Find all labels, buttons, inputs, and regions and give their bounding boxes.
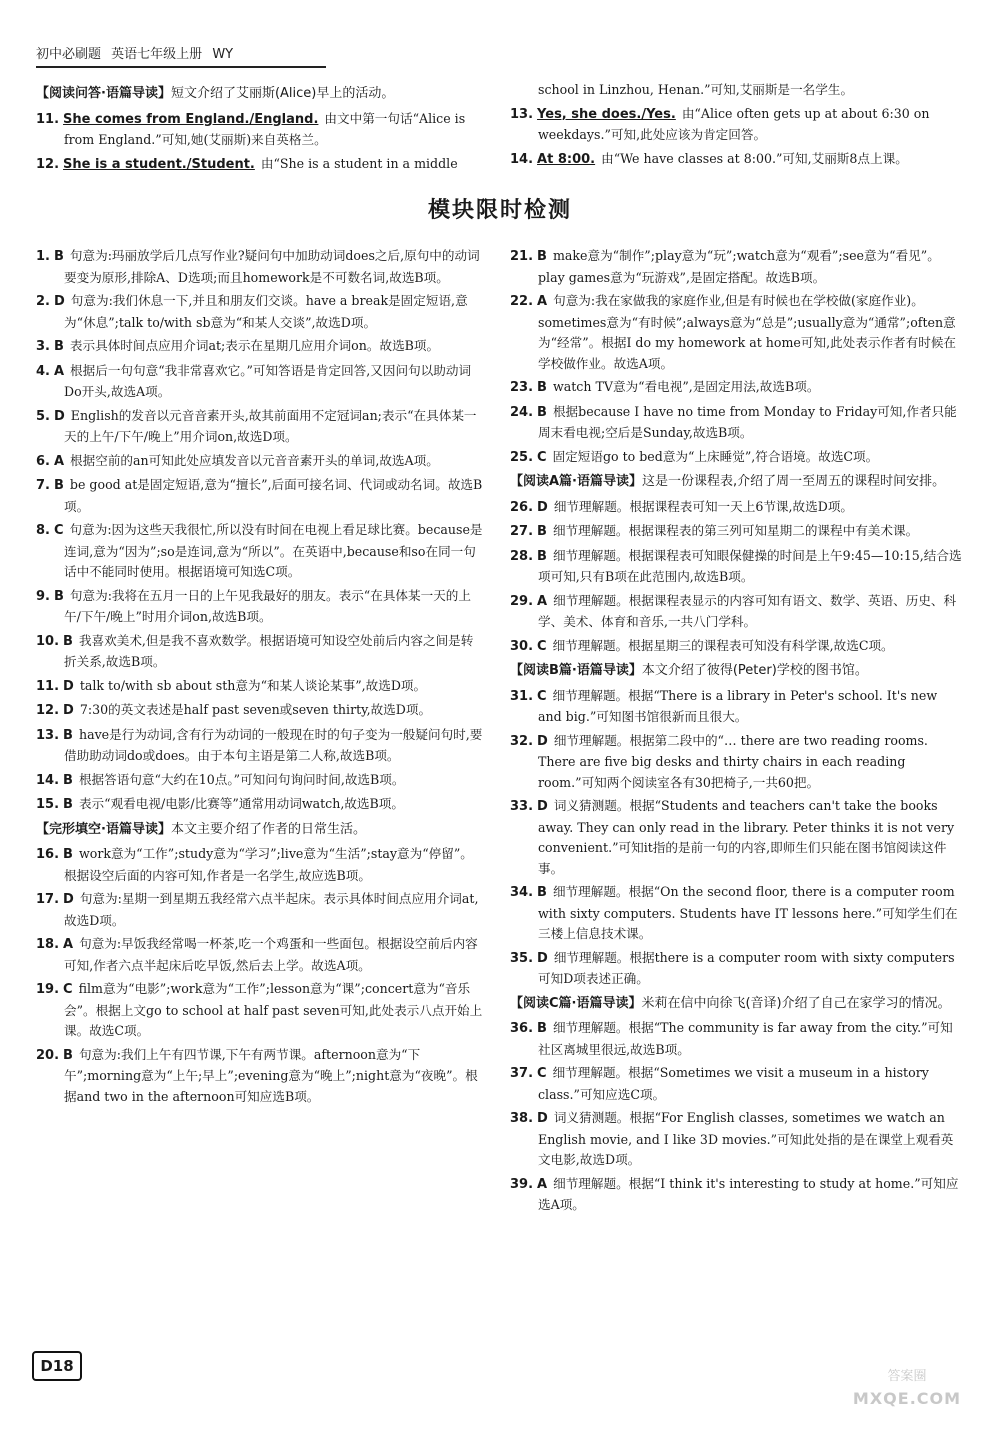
answer-key: C	[537, 638, 547, 654]
section-intro	[510, 472, 962, 493]
explanation-text: 句意为:星期一到星期五我经常六点半起床。表示具体时间点应用介词at,故选D项。	[64, 891, 479, 928]
section-text: 本文介绍了彼得(Peter)学校的图书馆。	[641, 663, 868, 678]
answer-key: B	[537, 404, 547, 420]
answer-key: A	[537, 1176, 548, 1192]
explanation-text: English的发音以元音音素开头,故其前面用不定冠词an;表示“在具体某一天的上午/下午/晚上”用介词on,故选D项。	[64, 407, 477, 444]
answer-item	[510, 447, 962, 469]
answer-key: A	[53, 363, 65, 379]
answer-item	[36, 406, 484, 448]
left-column	[36, 246, 484, 1110]
question-number: 13.	[36, 727, 60, 743]
answer-key: B	[537, 548, 547, 564]
answer-item	[510, 686, 962, 728]
explanation-text: 细节理解题。根据课程表可知眼保健操的时间是上午9:45—10:15,结合选项可知,只有B项在此范围内,故选B项。	[538, 547, 962, 584]
explanation-text: 句意为:早饭我经常喝一杯茶,吃一个鸡蛋和一些面包。根据设空前后内容可知,作者六点半起床后吃早饭,然后去上学。故选A项。	[64, 936, 478, 973]
answer-key: C	[537, 688, 547, 704]
answer-key: B	[537, 524, 547, 539]
answer-key: B	[53, 478, 64, 493]
question-number: 11.	[36, 678, 60, 694]
answer-item	[510, 948, 962, 990]
answer-item	[510, 1063, 962, 1105]
page-title: 模块限时检测	[427, 198, 572, 223]
explanation-text: 表示“观看电视/电影/比赛等”通常用动词watch,故选B项。	[78, 796, 404, 811]
answer-item	[510, 104, 962, 146]
explanation-text: 细节理解题。根据课程表的第三列可知星期二的课程中有美术课。	[552, 523, 919, 538]
question-number: 34.	[510, 885, 534, 900]
answer-item	[510, 149, 962, 171]
answer-item	[510, 521, 962, 543]
answer-key: B	[63, 772, 73, 788]
answer-key: D	[537, 499, 548, 515]
answer-key: B	[63, 847, 73, 862]
answer-key: D	[537, 733, 548, 749]
answer-key: C	[537, 1066, 547, 1081]
answer-item	[36, 109, 484, 151]
answer-item	[36, 451, 484, 473]
question-number: 16.	[36, 847, 60, 862]
question-number: 5.	[36, 408, 50, 424]
answer-key: B	[53, 249, 64, 264]
explanation-text: work意为“工作”;study意为“学习”;live意为“生活”;stay意为“停留”。根据设空后面的内容可知,作者是一名学生,故应选B项。	[64, 846, 473, 883]
section-tag: 【阅读A篇·语篇导读】	[510, 474, 642, 489]
page-number: D18	[32, 1351, 82, 1381]
answer-item	[510, 796, 962, 879]
explanation-text: 根据because I have no time from Monday to Friday可知,作者只能周末看电视;空后是Sunday,故选B项。	[538, 403, 957, 440]
question-number: 10.	[36, 633, 60, 649]
answer-item	[510, 402, 962, 444]
top-right-column	[510, 80, 962, 173]
question-number: 25.	[510, 449, 534, 465]
answer-item	[510, 1108, 962, 1171]
answer-item	[510, 546, 962, 588]
answer-key: D	[53, 294, 65, 309]
answer-key: B	[53, 339, 64, 354]
answer-key: D	[63, 678, 74, 694]
question-number: 29.	[510, 593, 534, 609]
answer-item	[36, 844, 484, 886]
answer-item	[510, 377, 962, 399]
explanation-text: 由文中第一句话“Alice is from England.”可知,她(艾丽斯)来自英格兰。	[64, 110, 466, 147]
answer-item	[510, 497, 962, 519]
question-number: 13.	[510, 106, 534, 122]
explanation-text: 句意为:我们休息一下,并且和朋友们交谈。have a break是固定短语,意为“休息”;talk to/with sb意为“和某人交谈”,故选D项。	[64, 293, 468, 330]
explanation-text: 根据答语句意“大约在10点。”可知问句询问时间,故选B项。	[78, 771, 405, 787]
section-text: 米莉在信中向徐飞(音译)介绍了自己在家学习的情况。	[641, 995, 951, 1011]
answer-item	[510, 246, 962, 288]
explanation-text: 句意为:因为这些天我很忙,所以没有时间在电视上看足球比赛。because是连词,意为“因为”;so是连词,意为“所以”。在英语中,because和so在同一句话中不能同时使用。根据语境可知选C项。	[64, 522, 483, 579]
question-number: 12.	[36, 703, 60, 718]
question-number: 22.	[510, 294, 534, 309]
question-number: 39.	[510, 1176, 534, 1192]
answer-item	[36, 725, 484, 767]
explanation-text: 由“Alice often gets up at about 6:30 on weekdays.”可知,此处应该为肯定回答。	[538, 105, 930, 142]
explanation-text: talk to/with sb about sth意为“和某人谈论某事”,故选D项。	[79, 677, 427, 693]
explanation-text: 根据后一句句意“我非常喜欢它。”可知答语是肯定回答,又因问句以助动词Do开头,故选A项。	[64, 362, 472, 399]
answer-key: She is a student./Student.	[63, 156, 255, 172]
answer-item	[36, 586, 484, 628]
explanation-text: have是行为动词,含有行为动词的一般现在时的句子变为一般疑问句时,要借助助动词do或does。由于本句主语是第二人称,故选B项。	[64, 726, 483, 763]
answer-key: D	[537, 950, 548, 966]
question-number: 35.	[510, 950, 534, 966]
answer-item	[36, 246, 484, 288]
question-number: 21.	[510, 249, 534, 264]
explanation-text: 根据空前的an可知此处应填发音以元音音素开头的单词,故选A项。	[70, 452, 439, 468]
answer-item	[510, 1174, 962, 1216]
section-tag: 【完形填空·语篇导读】	[36, 821, 171, 837]
explanation-text: 我喜欢美术,但是我不喜欢数学。根据语境可知设空处前后内容之间是转折关系,故选B项。	[64, 632, 474, 669]
question-number: 30.	[510, 638, 534, 654]
question-number: 31.	[510, 688, 534, 704]
section-tag: 【阅读C篇·语篇导读】	[510, 995, 642, 1011]
explanation-text: 句意为:玛丽放学后几点写作业?疑问句中加助动词does之后,原句中的动词要变为原形,排除A、D选项;而且homework是不可数名词,故选B项。	[64, 248, 480, 285]
answer-key: D	[537, 1111, 548, 1126]
answer-key: She comes from England./England.	[63, 111, 319, 127]
answer-key: B	[63, 727, 73, 743]
explanation-text: 表示具体时间点应用介词at;表示在星期几应用介词on。故选B项。	[69, 338, 440, 353]
explanation-text: 细节理解题。根据there is a computer room with sixty computers可知D项表述正确。	[538, 949, 955, 986]
watermark-site: MXQE.COM	[852, 1389, 962, 1408]
explanation-text: 细节理解题。根据“Sometimes we visit a museum in a history class.”可知应选C项。	[538, 1065, 929, 1102]
explanation-text: 词义猜测题。根据“Students and teachers can't take the books away. They can only read in the library. Peter thinks it is not very convenient.”可知it指的是前一句的内容,即师生们只能在图书馆阅读这件事。	[538, 798, 955, 876]
question-number: 26.	[510, 499, 534, 515]
answer-key: C	[53, 523, 64, 538]
edition-label: WY	[212, 47, 234, 62]
question-number: 14.	[36, 772, 60, 788]
answer-item	[36, 889, 484, 931]
explanation-text: 细节理解题。根据星期三的课程表可知没有科学课,故选C项。	[552, 637, 894, 653]
question-number: 17.	[36, 892, 60, 907]
question-number: 3.	[36, 339, 50, 354]
answer-item	[36, 361, 484, 403]
explanation-text: watch TV意为“看电视”,是固定用法,故选B项。	[552, 379, 820, 394]
answer-item	[36, 631, 484, 673]
explanation-text: 细节理解题。根据课程表可知一天上6节课,故选D项。	[553, 498, 854, 514]
answer-item	[36, 336, 484, 358]
answer-key: A	[63, 937, 74, 952]
answer-item	[510, 731, 962, 794]
answer-key: D	[63, 703, 74, 718]
answer-key: B	[537, 885, 547, 900]
explanation-text: be good at是固定短语,意为“擅长”,后面可接名词、代词或动名词。故选B项。	[64, 477, 483, 514]
answer-key: D	[63, 892, 74, 907]
answer-item	[510, 882, 962, 945]
explanation-text: 词义猜测题。根据“For English classes, sometimes we watch an English movie, and I like 3D movies.”可知此处指的是在课堂上观看英文电影,故选D项。	[538, 1110, 954, 1167]
answer-key: C	[63, 982, 73, 997]
section-intro	[510, 661, 962, 682]
section-intro	[510, 994, 962, 1015]
answer-key: A	[537, 593, 548, 609]
question-number: 4.	[36, 363, 50, 379]
question-number: 37.	[510, 1066, 534, 1081]
answer-item	[36, 1045, 484, 1108]
answer-key: B	[537, 380, 547, 395]
question-number: 9.	[36, 588, 50, 604]
answer-continuation	[510, 80, 962, 101]
explanation-text: 句意为:我在家做我的家庭作业,但是有时候也在学校做(家庭作业)。sometimes意为“有时候”;always意为“总是”;usually意为“通常”;often意为“经常”。根据I do my homework at home可知,此处表示作者有时候在学校做作业。故选A项。	[538, 293, 957, 371]
question-number: 6.	[36, 453, 50, 469]
question-number: 20.	[36, 1047, 60, 1063]
question-number: 15.	[36, 797, 60, 812]
question-number: 19.	[36, 982, 60, 997]
explanation-text: 由“We have classes at 8:00.”可知,艾丽斯8点上课。	[601, 150, 908, 166]
explanation-text: 细节理解题。根据“I think it's interesting to study at home.”可知应选A项。	[538, 1175, 959, 1212]
answer-key: Yes, she does./Yes.	[537, 106, 676, 122]
explanation-text: 由“She is a student in a middle	[260, 155, 458, 171]
right-column	[510, 246, 962, 1219]
subject-name: 英语七年级上册	[111, 47, 203, 62]
answer-key: D	[53, 408, 65, 424]
answer-item	[510, 291, 962, 374]
explanation-text: 7:30的英文表述是half past seven或seven thirty,故选D项。	[79, 702, 432, 717]
answer-key: B	[63, 1047, 73, 1063]
section-tag: 【阅读B篇·语篇导读】	[510, 663, 642, 678]
explanation-text: film意为“电影”;work意为“工作”;lesson意为“课”;concert意为“音乐会”。根据上文go to school at half past seven可知,此处表示八点开始上课。故选C项。	[64, 981, 483, 1038]
section-tag: 【阅读问答·语篇导读】	[36, 86, 171, 101]
answer-item	[36, 676, 484, 698]
question-number: 33.	[510, 799, 534, 814]
explanation-text: 细节理解题。根据第二段中的“… there are two reading rooms. There are five big desks and thirty chairs in each reading room.”可知两个阅读室各有30把椅子,一共60把。	[538, 732, 928, 790]
answer-key: B	[63, 797, 73, 812]
watermark-logo: 答案圈	[887, 1369, 927, 1384]
question-number: 12.	[36, 156, 60, 172]
answer-item	[36, 934, 484, 976]
explanation-text: 细节理解题。根据“On the second floor, there is a computer room with sixty computers. Students have IT lessons here.”可知学生们在三楼上信息技术课。	[538, 884, 958, 941]
question-number: 32.	[510, 733, 534, 749]
section-text: 本文主要介绍了作者的日常生活。	[170, 821, 366, 837]
answer-key: A	[53, 453, 65, 469]
answer-key: At 8:00.	[537, 151, 596, 167]
answer-key: B	[537, 249, 547, 264]
question-number: 8.	[36, 523, 50, 538]
question-number: 2.	[36, 294, 50, 309]
section-intro	[36, 84, 484, 105]
answer-item	[36, 700, 484, 722]
question-number: 23.	[510, 380, 534, 395]
answer-key: D	[537, 799, 548, 814]
question-number: 18.	[36, 937, 60, 952]
answer-item	[36, 770, 484, 792]
answer-key: B	[537, 1021, 547, 1036]
explanation-text: school in Linzhou, Henan.”可知,艾丽斯是一名学生。	[538, 82, 854, 97]
question-number: 24.	[510, 404, 534, 420]
explanation-text: 句意为:我们上午有四节课,下午有两节课。afternoon意为“下午”;morning意为“上午;早上”;evening意为“晚上”;night意为“夜晚”。根据and two in the afternoon可知应选B项。	[64, 1046, 478, 1104]
answer-item	[36, 979, 484, 1042]
explanation-text: 细节理解题。根据课程表显示的内容可知有语文、数学、英语、历史、科学、美术、体育和音乐,一共八门学科。	[538, 592, 957, 629]
question-number: 36.	[510, 1021, 534, 1036]
answer-item	[510, 1018, 962, 1060]
question-number: 7.	[36, 478, 50, 493]
explanation-text: make意为“制作”;play意为“玩”;watch意为“观看”;see意为“看见”。play games意为“玩游戏”,是固定搭配。故选B项。	[538, 248, 940, 285]
explanation-text: 细节理解题。根据“There is a library in Peter's school. It's new and big.”可知图书馆很新而且很大。	[538, 687, 938, 724]
question-number: 11.	[36, 111, 60, 127]
answer-item	[36, 520, 484, 583]
answer-item	[510, 591, 962, 633]
running-header	[36, 44, 326, 68]
answer-key: A	[537, 294, 548, 309]
answer-item	[36, 291, 484, 333]
question-number: 1.	[36, 249, 50, 264]
section-text: 这是一份课程表,介绍了周一至周五的课程时间安排。	[642, 474, 946, 489]
top-left-column	[36, 80, 484, 178]
explanation-text: 细节理解题。根据“The community is far away from the city.”可知社区离城里很远,故选B项。	[538, 1020, 953, 1057]
section-intro	[36, 820, 484, 841]
explanation-text: 固定短语go to bed意为“上床睡觉”,符合语境。故选C项。	[552, 448, 879, 464]
answer-key: B	[53, 588, 64, 604]
question-number: 38.	[510, 1111, 534, 1126]
answer-item	[36, 475, 484, 517]
explanation-text: 句意为:我将在五月一日的上午见我最好的朋友。表示“在具体某一天的上午/下午/晚上”时用介词on,故选B项。	[64, 587, 471, 624]
answer-item	[510, 636, 962, 658]
series-name: 初中必刷题	[36, 47, 102, 62]
answer-key: B	[63, 633, 73, 649]
question-number: 14.	[510, 151, 534, 167]
answer-item	[36, 154, 484, 176]
section-text: 短文介绍了艾丽斯(Alice)早上的活动。	[170, 86, 395, 101]
answer-key: C	[537, 449, 547, 465]
question-number: 27.	[510, 524, 534, 539]
answer-item	[36, 794, 484, 816]
watermark	[832, 1367, 982, 1419]
question-number: 28.	[510, 548, 534, 564]
